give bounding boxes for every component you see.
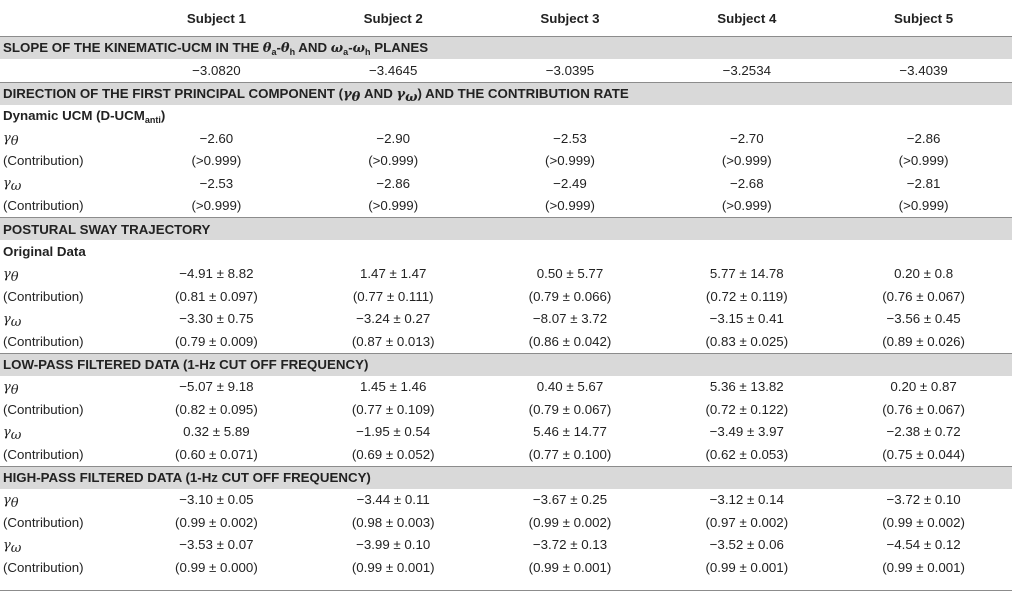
table-cell: (>0.999) [545,198,595,214]
table-cell: −3.72 ± 0.10 [886,492,961,508]
section-slope-title: SLOPE OF THE KINEMATIC-UCM IN THE $\theta_a-\theta_h$ AND $\omega_a-\omega_h$ PLANES [0,37,1012,60]
table-row [0,421,1012,444]
table-cell: (0.99 ± 0.001) [351,559,435,575]
contribution-label: (Contribution) [3,559,84,575]
table-row [0,172,1012,195]
table-cell: (0.99 ± 0.002) [528,514,612,530]
section-postural [0,218,1012,241]
gamma-omega-label: $\gamma_\omega$ [3,176,22,195]
table-cell: (0.99 ± 0.001) [705,559,789,575]
header-subject-5: Subject 5 [894,10,954,26]
table-cell: −3.52 ± 0.06 [709,537,784,553]
table-cell: −2.90 [376,130,411,146]
table-cell: 0.20 ± 0.87 [890,379,957,395]
table-cell: −3.15 ± 0.41 [709,311,784,327]
table-cell: (0.86 ± 0.042) [528,333,612,349]
table-row [0,263,1012,286]
section-direction-title: DIRECTION OF THE FIRST PRINCIPAL COMPONENT ($\gamma_\theta$ AND $\gamma_\omega$) AND THE CONTRIBUTION RATE [0,82,1012,105]
table-cell: (>0.999) [898,153,949,169]
section-lowpass-title: LOW-PASS FILTERED DATA (1-Hz CUT OFF FREQUENCY) [0,353,1012,376]
table-cell: −3.4645 [368,62,418,78]
table-cell: (0.79 ± 0.066) [528,288,612,304]
gamma-theta-label: $\gamma_\theta$ [3,266,19,285]
table-cell: (0.62 ± 0.053) [705,446,789,462]
table-cell: (0.79 ± 0.009) [175,333,258,349]
gamma-omega-label: $\gamma_\omega$ [3,537,22,556]
table-cell: −3.4039 [899,62,948,78]
contribution-label: (Contribution) [3,401,84,417]
table-row [0,398,1012,421]
table-cell: −3.49 ± 3.97 [709,424,784,440]
table-cell: (>0.999) [368,153,419,169]
table-cell: (0.72 ± 0.122) [705,401,789,417]
table-row [0,127,1012,150]
table-cell: (0.76 ± 0.067) [882,288,965,304]
table-cell: −3.0395 [545,62,595,78]
table-cell: −3.99 ± 0.10 [356,537,431,553]
header-subject-4: Subject 4 [717,10,777,26]
table-cell: 5.77 ± 14.78 [709,266,784,282]
table-row [0,330,1012,353]
contribution-label: (Contribution) [3,333,84,349]
table-cell: −3.67 ± 0.25 [532,492,608,508]
table-cell: −3.0820 [192,62,241,78]
table-cell: 5.36 ± 13.82 [709,379,784,395]
table-cell: (0.87 ± 0.013) [351,333,435,349]
header-subject-3: Subject 3 [540,10,600,26]
table-cell: (>0.999) [545,153,595,169]
slope-values-row [0,59,1012,82]
table-cell: −5.07 ± 9.18 [179,379,254,395]
table-cell: (0.82 ± 0.095) [175,401,258,417]
section-highpass-title: HIGH-PASS FILTERED DATA (1-Hz CUT OFF FREQUENCY) [0,466,1012,489]
table-row [0,285,1012,308]
table-cell: 5.46 ± 14.77 [533,424,607,440]
table-cell: 1.47 ± 1.47 [359,266,427,282]
table-cell: (0.89 ± 0.026) [882,333,965,349]
gamma-theta-label: $\gamma_\theta$ [3,131,19,150]
table-cell: (>0.999) [368,198,419,214]
contribution-label: (Contribution) [3,288,84,304]
section-highpass [0,466,1012,489]
table-cell: (>0.999) [721,198,772,214]
table-cell: (0.98 ± 0.003) [351,514,435,530]
table-cell: −2.49 [553,175,587,191]
table-cell: −2.86 [376,175,411,191]
gamma-omega-label: $\gamma_\omega$ [3,311,22,330]
table-cell: (0.99 ± 0.002) [882,514,965,530]
table-cell: (0.99 ± 0.001) [882,559,965,575]
table-cell: 0.20 ± 0.8 [894,266,954,282]
gamma-theta-label: $\gamma_\theta$ [3,492,19,511]
table-cell: −3.2534 [722,62,771,78]
header-subject-2: Subject 2 [363,10,423,26]
table-cell: (>0.999) [721,153,772,169]
table-cell: −2.70 [729,130,764,146]
table-cell: −3.56 ± 0.45 [886,311,961,327]
table-cell: (0.75 ± 0.044) [882,446,965,462]
original-data-row [0,240,1012,263]
table-cell: (0.97 ± 0.002) [705,514,789,530]
table-cell: (0.79 ± 0.067) [528,401,612,417]
gamma-theta-label: $\gamma_\theta$ [3,379,19,398]
table-cell: (0.77 ± 0.100) [528,446,612,462]
table-cell: −3.10 ± 0.05 [179,492,254,508]
table-cell: −3.24 ± 0.27 [356,311,431,327]
table-cell: (0.83 ± 0.025) [705,333,789,349]
table-cell: 0.50 ± 5.77 [536,266,604,282]
section-postural-title: POSTURAL SWAY TRAJECTORY [0,218,1012,241]
table-row [0,150,1012,173]
table-row [0,195,1012,218]
original-data-label: Original Data [3,243,86,259]
table-cell: −3.12 ± 0.14 [709,492,784,508]
gamma-omega-label: $\gamma_\omega$ [3,424,22,443]
table-cell: (0.72 ± 0.119) [705,288,788,304]
dynamic-ucm-row [0,105,1012,128]
table-cell: 1.45 ± 1.46 [359,379,427,395]
header-empty-cell [0,0,128,37]
table-row [0,443,1012,466]
table-row [0,556,1012,579]
table-cell: (0.77 ± 0.109) [351,401,435,417]
table-cell: −2.86 [906,130,941,146]
header-subject-1: Subject 1 [186,10,246,26]
table-row [0,511,1012,534]
table-cell: (0.77 ± 0.111) [352,288,434,304]
table-cell: (>0.999) [191,198,242,214]
table-cell: −3.44 ± 0.11 [356,492,430,508]
table-cell: −2.53 [553,130,587,146]
header-row [0,0,1012,37]
table-cell: (>0.999) [191,153,242,169]
section-lowpass [0,353,1012,376]
table-cell: −8.07 ± 3.72 [532,311,608,327]
table-cell: −2.81 [906,175,941,191]
table-cell: −4.54 ± 0.12 [886,537,961,553]
table-cell: 0.40 ± 5.67 [536,379,604,395]
table-cell: 0.32 ± 5.89 [183,424,250,440]
section-slope [0,37,1012,60]
table-cell: (0.99 ± 0.001) [528,559,612,575]
table-row [0,376,1012,399]
table-cell: −3.72 ± 0.13 [532,537,608,553]
table-cell: −4.91 ± 8.82 [179,266,254,282]
table-cell: −2.53 [199,175,234,191]
table-cell: (0.81 ± 0.097) [175,288,258,304]
table-cell: (>0.999) [898,198,949,214]
table-cell: −2.38 ± 0.72 [886,424,961,440]
table-cell: (0.99 ± 0.000) [175,559,258,575]
table-cell: (0.69 ± 0.052) [351,446,435,462]
contribution-label: (Contribution) [3,198,84,214]
contribution-label: (Contribution) [3,153,84,169]
section-direction [0,82,1012,105]
table-cell: −1.95 ± 0.54 [356,424,431,440]
table-cell: −2.60 [199,130,234,146]
table-row [0,534,1012,557]
table-row [0,308,1012,331]
table-cell: −3.53 ± 0.07 [179,537,254,553]
table-cell: (0.99 ± 0.002) [175,514,258,530]
dynamic-ucm-label: Dynamic UCM $(D-UCM_{anti})$ [3,108,166,126]
table-cell: (0.76 ± 0.067) [882,401,965,417]
table-cell: −3.30 ± 0.75 [179,311,254,327]
contribution-label: (Contribution) [3,446,84,462]
table-bottom-rule [0,590,1012,591]
contribution-label: (Contribution) [3,514,84,530]
table-cell: −2.68 [729,175,764,191]
table-row [0,489,1012,512]
table-cell: (0.60 ± 0.071) [175,446,258,462]
